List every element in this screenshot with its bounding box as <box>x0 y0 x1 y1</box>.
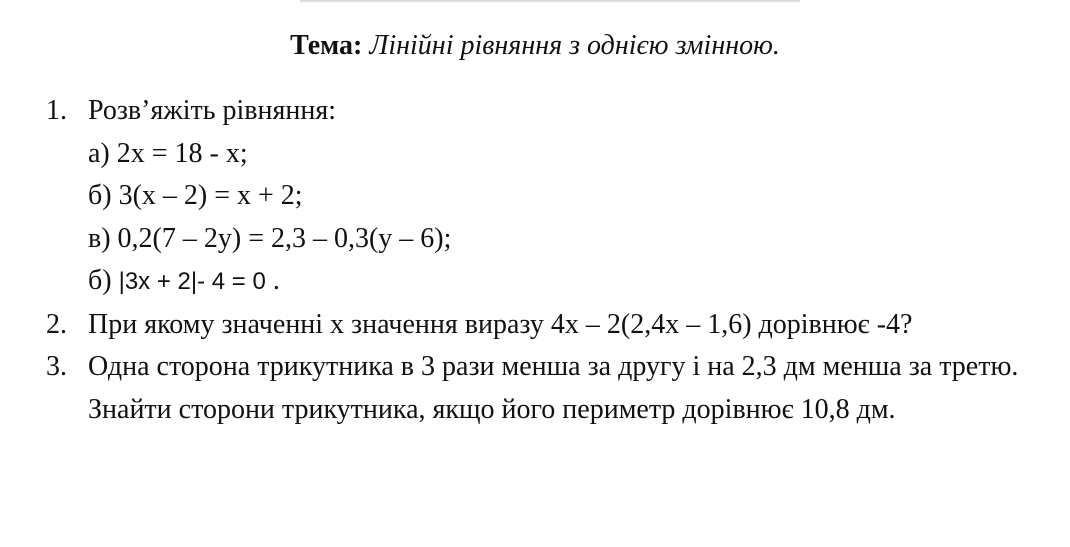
equation: 0,2(7 – 2у) = 2,3 – 0,3(у – 6); <box>117 222 452 254</box>
equation-item <box>88 260 1070 304</box>
item-marker: а) <box>88 137 110 169</box>
equation-item <box>88 218 1070 261</box>
top-edge-remnant <box>300 0 800 3</box>
task-number: 3. <box>46 351 67 382</box>
task-text: Розв’яжіть рівняння: <box>88 95 336 126</box>
title-topic: Лінійні рівняння з однією змінною. <box>369 30 780 61</box>
task-list <box>0 90 1070 431</box>
page-title <box>0 28 1070 64</box>
title-label: Тема: <box>290 30 363 61</box>
task-text: Одна сторона трикутника в 3 рази менша за другу і на 2,3 дм менша за третю. Знайти сторони трикутника, якщо його периметр дорівнює 10,8 дм. <box>88 351 1019 425</box>
task-1 <box>0 90 1070 304</box>
item-marker: б) <box>88 265 112 296</box>
equation-absolute-value: |3x + 2|- 4 = 0 <box>118 268 266 295</box>
item-marker: б) <box>88 180 112 211</box>
task-2 <box>0 304 1070 347</box>
equation: 2х = 18 - х; <box>116 137 248 169</box>
equation-end-mark: . <box>272 265 280 296</box>
task-number: 1. <box>46 95 67 126</box>
task-number: 2. <box>46 308 67 340</box>
equation-item <box>88 175 1070 218</box>
equation-item <box>88 133 1070 176</box>
item-marker: в) <box>88 222 111 254</box>
task-text: При якому значенні х значення виразу 4х – 2(2,4х – 1,6) дорівнює -4? <box>88 308 913 340</box>
task-3 <box>0 346 1070 431</box>
equation: 3(х – 2) = х + 2; <box>118 180 303 211</box>
